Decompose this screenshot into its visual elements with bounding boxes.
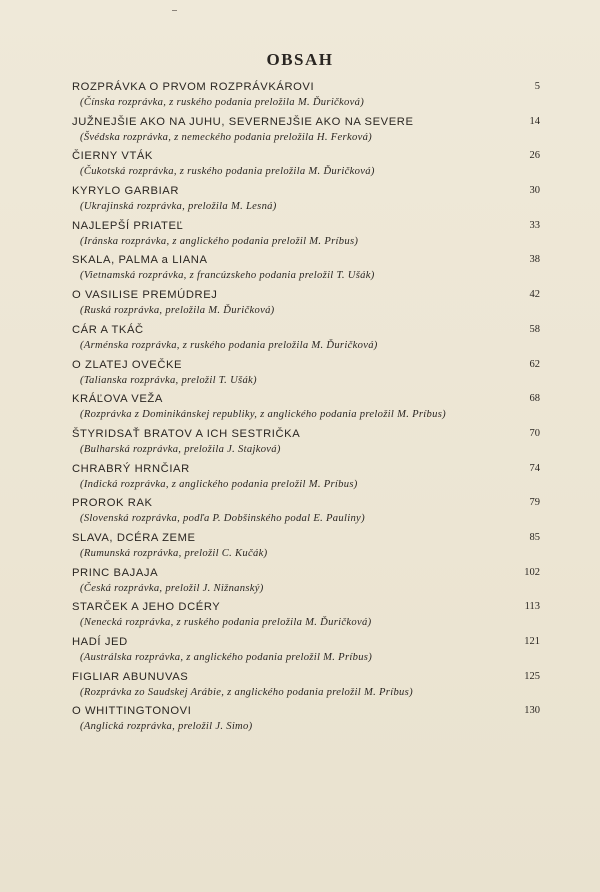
entry-title: SLAVA, DCÉRA ZEME [72,531,196,544]
entry-subtitle: (Nenecká rozprávka, z ruského podania preložila M. Ďuričková) [80,617,372,629]
toc-entry [72,671,540,706]
entry-page-number: 14 [529,115,540,127]
entry-subtitle: (Rozprávka zo Saudskej Arábie, z anglického podania preložil M. Príbus) [80,686,413,698]
entry-subtitle: (Talianska rozprávka, preložil T. Ušák) [80,374,257,386]
entry-title: PRINC BAJAJA [72,566,159,579]
entry-subtitle: (Ruská rozprávka, preložila M. Ďuričková) [80,305,275,317]
entry-title: O VASILISE PREMÚDREJ [72,289,218,302]
entry-subtitle: (Švédska rozprávka, z nemeckého podania preložila H. Ferková) [80,131,372,143]
entry-subtitle: (Arménska rozprávka, z ruského podania preložila M. Ďuričková) [80,339,378,351]
table-of-contents [72,81,540,740]
entry-subtitle: (Vietnamská rozprávka, z francúzskeho podania preložil T. Ušák) [80,270,375,282]
toc-entry [72,601,540,636]
entry-page-number: 102 [524,566,540,578]
entry-page-number: 125 [524,670,540,682]
page-title: OBSAH [266,50,334,69]
entry-page-number: 5 [534,81,540,92]
entry-title: ŠTYRIDSAŤ BRATOV A ICH SESTRIČKA [72,427,301,440]
entry-page-number: 113 [524,601,540,613]
entry-page-number: 121 [524,636,540,647]
toc-entry [72,532,540,567]
toc-entry [72,567,540,602]
toc-entry [72,150,540,185]
entry-title: KYRYLO GARBIAR [72,185,180,198]
entry-subtitle: (Iránska rozprávka, z anglického podania preložil M. Príbus) [80,235,359,247]
toc-entry [72,81,540,116]
entry-title: O WHITTINGTONOVI [72,705,192,718]
toc-entry [72,289,540,324]
entry-subtitle: (Rozprávka z Dominikánskej republiky, z anglického podania preložil M. Príbus) [80,409,446,421]
entry-subtitle: (Čínska rozprávka, z ruského podania preložila M. Ďuričková) [80,97,365,108]
page-mark [172,10,177,11]
toc-entry [72,254,540,289]
entry-page-number: 70 [529,427,540,439]
toc-entry [72,393,540,428]
entry-subtitle: (Anglická rozprávka, preložil J. Simo) [80,721,253,733]
entry-page-number: 68 [529,393,540,405]
entry-title: CÁR A TKÁČ [72,323,144,336]
entry-title: FIGLIAR ABUNUVAS [72,670,189,683]
entry-title: O ZLATEJ OVEČKE [72,358,183,371]
entry-title: HADÍ JED [72,636,128,648]
entry-subtitle: (Čukotská rozprávka, z ruského podania preložila M. Ďuričková) [80,166,375,178]
entry-page-number: 42 [529,289,540,301]
entry-page-number: 33 [529,219,540,231]
toc-entry [72,463,540,498]
entry-page-number: 85 [529,531,540,543]
entry-page-number: 26 [529,150,540,162]
toc-entry [72,428,540,463]
entry-title: PROROK RAK [72,497,153,510]
entry-title: JUŽNEJŠIE AKO NA JUHU, SEVERNEJŠIE AKO NA SEVERE [72,115,414,128]
entry-subtitle: (Ukrajinská rozprávka, preložila M. Lesná) [80,201,277,213]
entry-title: SKALA, PALMA a LIANA [72,254,208,267]
entry-subtitle: (Slovenská rozprávka, podľa P. Dobšinského podal E. Pauliny) [80,513,365,525]
entry-page-number: 38 [529,254,540,266]
entry-title: STARČEK A JEHO DCÉRY [72,601,221,614]
toc-entry [72,220,540,255]
toc-entry [72,324,540,359]
entry-subtitle: (Rumunská rozprávka, preložil C. Kučák) [80,547,268,559]
entry-page-number: 74 [529,462,540,474]
entry-title: ČIERNY VTÁK [72,150,153,163]
entry-subtitle: (Austrálska rozprávka, z anglického podania preložil M. Príbus) [80,652,373,663]
entry-page-number: 30 [529,185,540,197]
entry-page-number: 79 [529,497,540,509]
entry-page-number: 58 [529,323,540,335]
toc-entry [72,116,540,151]
entry-title: CHRABRÝ HRNČIAR [72,462,190,475]
entry-page-number: 62 [529,358,540,370]
toc-entry [72,185,540,220]
entry-subtitle: (Česká rozprávka, preložil J. Nižnanský) [80,582,264,594]
toc-entry [72,359,540,394]
toc-entry [72,636,540,671]
entry-page-number: 130 [524,705,540,717]
entry-subtitle: (Bulharská rozprávka, preložila J. Stajková) [80,443,281,455]
entry-subtitle: (Indická rozprávka, z anglického podania preložil M. Príbus) [80,478,358,490]
entry-title: NAJLEPŠÍ PRIATEĽ [72,219,184,232]
toc-entry [72,705,540,740]
entry-title: KRÁĽOVA VEŽA [72,393,163,406]
entry-title: ROZPRÁVKA O PRVOM ROZPRÁVKÁROVI [72,81,315,93]
toc-entry [72,497,540,532]
